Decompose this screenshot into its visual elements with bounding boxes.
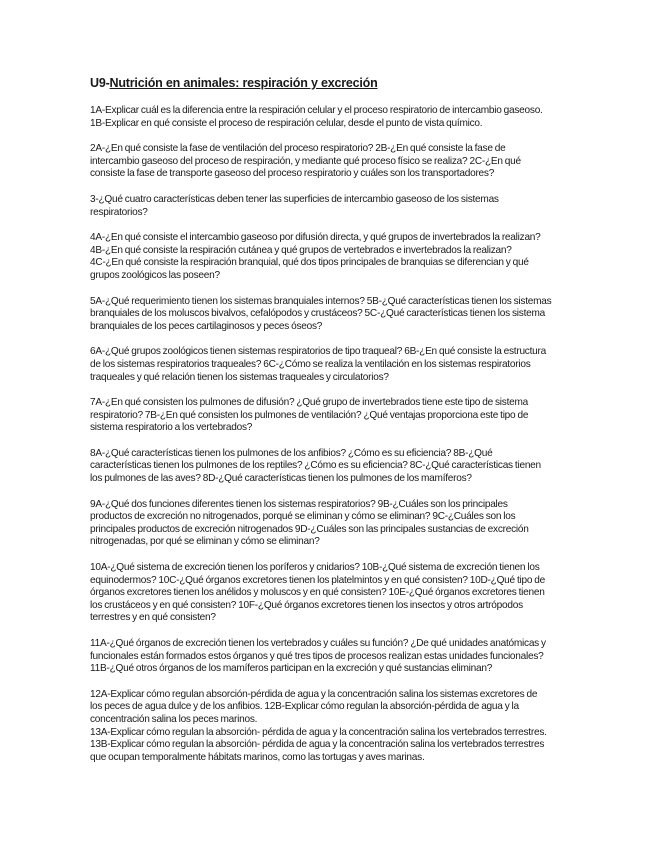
- question-line: 12A-Explicar cómo regulan absorción-pérdida de agua y la concentración salina los sistemas excretores de: [90, 688, 538, 700]
- question-line: 8A-¿Qué características tienen los pulmones de los anfibios? ¿Cómo es su eficiencia? 8B-¿Qué: [90, 447, 493, 459]
- question-line: 13B-Explicar cómo regulan la absorción- pérdida de agua y la concentración salina los vertebrados terrestres: [90, 739, 545, 751]
- question-line: grupos zoológicos las poseen?: [90, 269, 220, 281]
- question-line: 4A-¿En qué consiste el intercambio gaseoso por difusión directa, y qué grupos de invertebrados la realizan?: [90, 232, 541, 244]
- question-line: los peces de agua dulce y de los anfibios. 12B-Explicar cómo regulan la absorción-pérdida de agua y la: [90, 701, 519, 713]
- question-paragraph: [90, 296, 568, 334]
- question-line: los crustáceos y en qué consisten? 10F-¿Qué órganos excretores tienen los insectos y otros artrópodos: [90, 599, 523, 611]
- document-title: [90, 76, 568, 90]
- question-list: [90, 105, 568, 764]
- question-line: productos de excreción no nitrogenados, porqué se eliminan y cómo se eliminan? 9C-¿Cuáles son los: [90, 511, 516, 523]
- question-paragraph: [90, 346, 568, 384]
- question-paragraph: [90, 105, 568, 130]
- question-paragraph: [90, 562, 568, 625]
- question-paragraph: [90, 143, 568, 181]
- question-line: 9A-¿Qué dos funciones diferentes tienen los sistemas respiratorios? 9B-¿Cuáles son los principales: [90, 498, 508, 510]
- question-line: 5A-¿Qué requerimiento tienen los sistemas branquiales internos? 5B-¿Qué características tienen los sistemas: [90, 295, 552, 307]
- question-line: 4C-¿En qué consiste la respiración branquial, qué dos tipos principales de branquias se diferencian y qué: [90, 257, 529, 269]
- question-paragraph: [90, 689, 568, 765]
- question-line: branquiales de los moluscos bivalvos, cefalópodos y crustáceos? 5C-¿Qué características tienen los sistema: [90, 308, 546, 320]
- question-line: características tienen los pulmones de los reptiles? ¿Cómo es su eficiencia? 8C-¿Qué características tienen: [90, 460, 541, 472]
- question-line: 13A-Explicar cómo regulan la absorción- pérdida de agua y la concentración salina los vertebrados terrestres.: [90, 726, 547, 738]
- question-line: órganos excretores tienen los anélidos y moluscos y en qué consisten? 10E-¿Qué órganos excretores tienen: [90, 587, 545, 599]
- question-line: 11A-¿Qué órganos de excreción tienen los vertebrados y cuáles su función? ¿De qué unidades anatómicas y: [90, 638, 546, 649]
- question-line: 10A-¿Qué sistema de excreción tienen los poríferos y cnidarios? 10B-¿Qué sistema de excreción tienen los: [90, 562, 540, 574]
- question-paragraph: [90, 232, 568, 282]
- question-line: 1B-Explicar en qué consiste el proceso de respiración celular, desde el punto de vista químico.: [90, 117, 483, 129]
- question-line: 2A-¿En qué consiste la fase de ventilación del proceso respiratorio? 2B-¿En qué consiste la fase de: [90, 143, 506, 155]
- title-main: Nutrición en animales: respiración y excreción: [109, 76, 378, 90]
- question-line: 6A-¿Qué grupos zoológicos tienen sistemas respiratorios de tipo traqueal? 6B-¿En qué consiste la estructura: [90, 346, 546, 358]
- question-line: 11B-¿Qué otros órganos de los mamíferos participan en la excreción y qué sustancias eliminan?: [90, 663, 493, 675]
- question-line: sistema respiratorio a los vertebrados?: [90, 422, 253, 434]
- question-line: respiratorio? 7B-¿En qué consisten los pulmones de ventilación? ¿Qué ventajas proporciona este tipo de: [90, 409, 529, 421]
- question-line: 1A-Explicar cuál es la diferencia entre la respiración celular y el proceso respiratorio de intercambio gaseoso.: [90, 105, 543, 116]
- question-paragraph: [90, 194, 568, 219]
- question-line: principales productos de excreción nitrogenados 9D-¿Cuáles son las principales sustancias de excreción: [90, 523, 529, 535]
- question-line: traqueales y qué relación tienen los sistemas traqueales y circulatorios?: [90, 371, 389, 383]
- title-prefix: U9-: [90, 76, 110, 90]
- question-paragraph: [90, 397, 568, 435]
- question-line: branquiales de los peces cartilaginosos y peces óseos?: [90, 320, 323, 332]
- question-line: nitrogenadas, por qué se eliminan y cómo se eliminan?: [90, 536, 320, 548]
- question-line: los pulmones de las aves? 8D-¿Qué características tienen los pulmones de los mamíferos?: [90, 473, 472, 485]
- question-line: consiste la fase de transporte gaseoso del proceso respiratorio y cuáles son los transportadores?: [90, 168, 495, 180]
- question-line: funcionales están formados estos órganos y qué tres tipos de procesos realizan estas unidades funcionales?: [90, 650, 544, 662]
- question-paragraph: [90, 499, 568, 549]
- document-page: [90, 76, 568, 777]
- question-line: de los sistemas respiratorios traqueales? 6C-¿Cómo se realiza la ventilación en los sistemas respiratorios: [90, 358, 531, 370]
- question-line: 4B-¿En qué consiste la respiración cutánea y qué grupos de vertebrados e invertebrados la realizan?: [90, 244, 512, 256]
- question-line: que ocupan temporalmente hábitats marinos, como las tortugas y aves marinas.: [90, 751, 425, 763]
- question-line: terrestres y en qué consisten?: [90, 612, 216, 624]
- question-line: intercambio gaseoso del proceso de respiración, y mediante qué proceso físico se realiza? 2C-¿En qué: [90, 155, 521, 167]
- question-line: equinodermos? 10C-¿Qué órganos excretores tienen los platelmintos y en qué consisten? 10D-¿Qué tipo de: [90, 574, 546, 586]
- question-paragraph: [90, 638, 568, 676]
- question-line: 3-¿Qué cuatro características deben tener las superficies de intercambio gaseoso de los sistemas: [90, 193, 499, 205]
- question-line: respiratorios?: [90, 206, 148, 218]
- question-line: 7A-¿En qué consisten los pulmones de difusión? ¿Qué grupo de invertebrados tiene este tipo de sistema: [90, 397, 529, 409]
- question-paragraph: [90, 448, 568, 486]
- question-line: concentración salina los peces marinos.: [90, 713, 258, 725]
